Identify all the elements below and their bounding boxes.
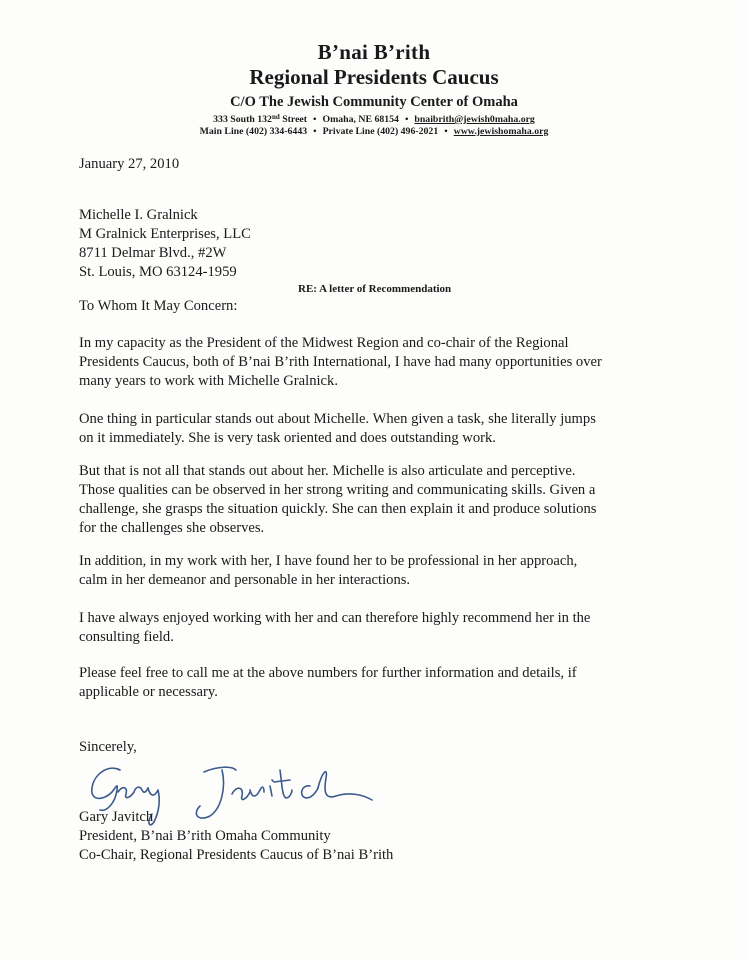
recipient-name: Michelle I. Gralnick (79, 207, 198, 223)
paragraph-line: applicable or necessary. (79, 684, 218, 700)
recipient-company: M Gralnick Enterprises, LLC (79, 226, 251, 242)
letter-date: January 27, 2010 (79, 156, 180, 172)
bullet-separator: • (313, 126, 317, 137)
main-phone: Main Line (402) 334-6443 (199, 126, 308, 137)
letterhead (0, 40, 748, 138)
private-phone: Private Line (402) 496-2021 (322, 126, 439, 137)
closing: Sincerely, (79, 739, 137, 755)
paragraph-line: One thing in particular stands out about Michelle. When given a task, she literally jumps (79, 411, 596, 427)
org-name: B’nai B’rith (317, 40, 431, 64)
recipient-city: St. Louis, MO 63124-1959 (79, 264, 237, 280)
subject-line: RE: A letter of Recommendation (298, 283, 452, 295)
paragraph-5 (79, 609, 590, 647)
paragraph-line: many years to work with Michelle Gralnick. (79, 373, 338, 389)
signer-name: Gary Javitch (79, 809, 154, 825)
paragraph-2 (79, 410, 596, 448)
paragraph-line: Those qualities can be observed in her strong writing and communicating skills. Given a (79, 482, 596, 498)
paragraph-3 (79, 462, 596, 538)
paragraph-line: challenge, she grasps the situation quickly. She can then explain it and produce solutions (79, 501, 597, 517)
paragraph-4 (79, 552, 577, 590)
paragraph-line: Presidents Caucus, both of B’nai B’rith International, I have had many opportunities over (79, 354, 602, 370)
street-address: 333 South 132nd Street (213, 113, 308, 125)
signer-title-1: President, B’nai B’rith Omaha Community (79, 828, 331, 844)
care-of-line: C/O The Jewish Community Center of Omaha (230, 94, 518, 110)
paragraph-line: In my capacity as the President of the Midwest Region and co-chair of the Regional (79, 335, 569, 351)
recipient-address (79, 206, 251, 282)
phone-line (0, 126, 748, 138)
paragraph-line: I have always enjoyed working with her and can therefore highly recommend her in the (79, 610, 591, 626)
paragraph-line: But that is not all that stands out about her. Michelle is also articulate and perceptive. (79, 463, 576, 479)
salutation: To Whom It May Concern: (79, 298, 238, 314)
website-link[interactable]: www.jewishomaha.org (453, 126, 549, 137)
paragraph-line: calm in her demeanor and personable in her interactions. (79, 572, 411, 588)
paragraph-1 (79, 334, 602, 391)
paragraph-line: on it immediately. She is very task oriented and does outstanding work. (79, 430, 496, 446)
recipient-street: 8711 Delmar Blvd., #2W (79, 245, 227, 261)
signature-block (79, 808, 393, 865)
signer-title-2: Co-Chair, Regional Presidents Caucus of B’nai B’rith (79, 847, 394, 863)
paragraph-6 (79, 664, 577, 702)
bullet-separator: • (444, 126, 448, 137)
org-subtitle: Regional Presidents Caucus (249, 65, 499, 89)
bullet-separator: • (313, 114, 317, 125)
paragraph-line: In addition, in my work with her, I have found her to be professional in her approach, (79, 553, 578, 569)
bullet-separator: • (404, 114, 409, 125)
paragraph-line: Please feel free to call me at the above numbers for further information and details, if (79, 665, 577, 681)
address-line (0, 111, 748, 126)
paragraph-line: consulting field. (79, 629, 174, 645)
city-state-zip: Omaha, NE 68154 (322, 114, 399, 125)
paragraph-line: for the challenges she observes. (79, 520, 265, 536)
email-link[interactable]: bnaibrith@jewish0maha.org (414, 114, 535, 125)
